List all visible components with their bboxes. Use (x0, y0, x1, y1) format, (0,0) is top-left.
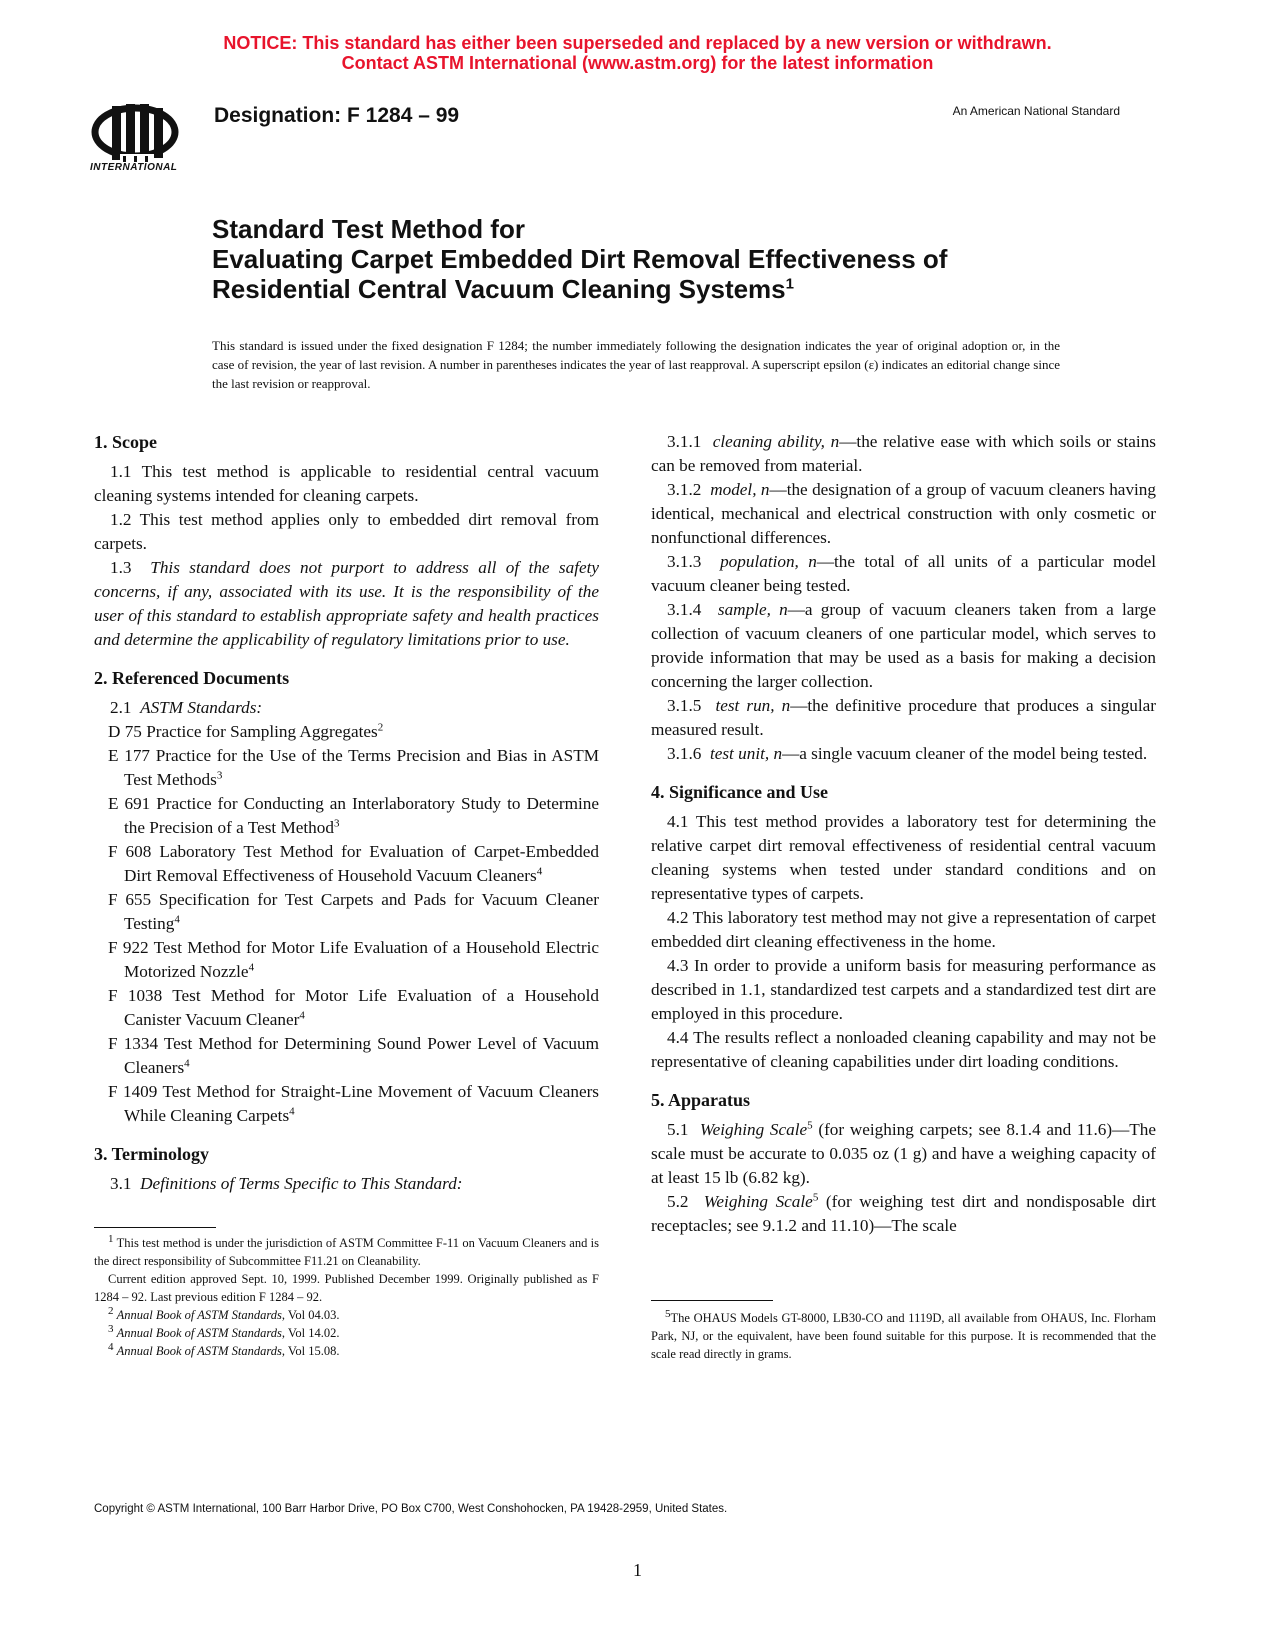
right-column (651, 430, 1156, 1238)
ref-fn: 3 (216, 769, 223, 782)
ref-f1409 (94, 1080, 599, 1128)
apparatus-5-2-text: (for weighing test dirt and nondisposable dirt receptacles; see 9.1.2 and 11.10)—The scale (651, 1192, 1157, 1235)
scope-1-1: 1.1 This test method is applicable to residential central vacuum cleaning systems intended for cleaning carpets. (94, 462, 599, 505)
footnote-3 (94, 1324, 599, 1342)
ref-fn: 3 (333, 817, 340, 830)
def-text: —the relative ease with which soils or stains can be removed from material. (651, 432, 1156, 475)
footnote-block (651, 1309, 1156, 1363)
apparatus-5-2 (651, 1190, 1156, 1238)
def-num: 3.1.2 (667, 480, 702, 499)
ref-text: E 177 Practice for the Use of the Terms Precision and Bias in ASTM Test Methods (108, 746, 599, 789)
footnote-5-text: The OHAUS Models GT-8000, LB30-CO and 1119D, all available from OHAUS, Inc. Florham Park, NJ, or the equivalent, have been found suitable for this purpose. It is recommended that the scale read directly in grams. (651, 1311, 1156, 1361)
ref-text: F 1409 Test Method for Straight-Line Movement of Vacuum Cleaners While Cleaning Carpets (108, 1082, 599, 1125)
footnote-4 (94, 1342, 599, 1360)
left-column (94, 430, 599, 1196)
ref-fn: 4 (184, 1057, 190, 1070)
footnote-rule (94, 1227, 216, 1228)
ref-d75 (94, 720, 599, 744)
ref-e691 (94, 792, 599, 840)
def-term: test unit, n (709, 744, 783, 763)
terminology-3-1-num: 3.1 (110, 1174, 132, 1193)
left-footnotes (94, 1227, 599, 1360)
apparatus-5-2-num: 5.2 (667, 1192, 689, 1211)
document-title (212, 214, 1112, 304)
footnote-1-mark: 1 (108, 1232, 114, 1245)
right-footnotes (651, 1300, 1156, 1363)
astm-logo (90, 100, 200, 180)
ref-fn: 4 (248, 961, 255, 974)
significance-heading: 4. Significance and Use (651, 782, 829, 802)
apparatus-5-1-fn: 5 (807, 1119, 813, 1132)
issued-note: This standard is issued under the fixed designation F 1284; the number immediately following the designation indicates the year of original adoption or, in the case of revision, the year of last revision. A number in parentheses indicates the year of last reapproval. A superscript epsilon (ε) indicates an editorial change since the last revision or reapproval. (212, 338, 1060, 391)
footnote-2 (94, 1306, 599, 1324)
ref-fn: 4 (289, 1105, 295, 1118)
terminology-3-1-text: Definitions of Terms Specific to This Standard: (140, 1174, 463, 1193)
ref-text: F 1038 Test Method for Motor Life Evaluation of a Household Canister Vacuum Cleaner (108, 986, 599, 1029)
def-term: model, n (710, 480, 770, 499)
apparatus-5-2-term: Weighing Scale (703, 1192, 813, 1211)
footnote-4-text: , Vol 15.08. (281, 1344, 340, 1358)
ref-f1334 (94, 1032, 599, 1080)
ref-f1038 (94, 984, 599, 1032)
ref-text: F 608 Laboratory Test Method for Evaluation of Carpet-Embedded Dirt Removal Effectiveness of Household Vacuum Cleaners (108, 842, 599, 885)
footnote-3-ital: Annual Book of ASTM Standards (116, 1326, 282, 1340)
ref-text: D 75 Practice for Sampling Aggregates (108, 722, 378, 741)
ref-fn: 4 (299, 1009, 305, 1022)
def-3-1-6 (651, 742, 1156, 766)
ref-f922 (94, 936, 599, 984)
def-3-1-2 (651, 478, 1156, 550)
footnote-2-ital: Annual Book of ASTM Standards (116, 1308, 282, 1322)
footnote-3-mark: 3 (108, 1322, 114, 1335)
withdrawal-notice (0, 33, 1275, 73)
footnote-5 (651, 1309, 1156, 1363)
significance-4-1: 4.1 This test method provides a laboratory test for determining the relative carpet dirt removal effectiveness of residential central vacuum cleaning systems when tested under standard conditions and on representative types of carpets. (651, 812, 1156, 903)
def-3-1-1 (651, 430, 1156, 478)
scope-1-2: 1.2 This test method applies only to embedded dirt removal from carpets. (94, 510, 599, 553)
def-num: 3.1.5 (667, 696, 702, 715)
def-text: —a group of vacuum cleaners taken from a large collection of vacuum cleaners of one particular model, which serves to provide information that may be used as a basis for making a decision concerning the larger collection. (651, 600, 1157, 691)
ref-e177 (94, 744, 599, 792)
def-term: cleaning ability, n (712, 432, 840, 451)
terminology-3-1 (94, 1172, 599, 1196)
def-num: 3.1.4 (667, 600, 702, 619)
def-term: population, n (720, 552, 817, 571)
significance-4-3: 4.3 In order to provide a uniform basis for measuring performance as described in 1.1, standardized test carpets and a standardized test dirt are employed in this procedure. (651, 956, 1156, 1023)
def-3-1-3 (651, 550, 1156, 598)
american-national-standard: An American National Standard (952, 104, 1120, 118)
footnote-1-text: This test method is under the jurisdiction of ASTM Committee F-11 on Vacuum Cleaners and is the direct responsibility of Subcommittee F11.21 on Cleanability. (94, 1236, 600, 1268)
footnote-1 (94, 1234, 599, 1270)
scope-heading: 1. Scope (94, 432, 157, 452)
significance-4-4: 4.4 The results reflect a nonloaded cleaning capability and may not be representative of cleaning capabilities under dirt loading conditions. (651, 1028, 1156, 1071)
significance-4-2: 4.2 This laboratory test method may not give a representation of carpet embedded dirt cleaning effectiveness in the home. (651, 908, 1156, 951)
logo-text: INTERNATIONAL (90, 162, 178, 173)
def-3-1-5 (651, 694, 1156, 742)
scope-1-3 (94, 556, 599, 652)
footnote-rule (651, 1300, 773, 1301)
scope-1-3-text: This standard does not purport to address all of the safety concerns, if any, associated with its use. It is the responsibility of the user of this standard to establish appropriate safety and health practices and determine the applicability of regulatory limitations prior to use. (94, 558, 600, 649)
ref-fn: 2 (377, 721, 384, 734)
apparatus-5-1-num: 5.1 (667, 1120, 689, 1139)
footnote-4-ital: Annual Book of ASTM Standards (116, 1344, 282, 1358)
footnote-5-mark: 5 (665, 1307, 671, 1320)
footnote-4-mark: 4 (108, 1340, 114, 1353)
def-3-1-4 (651, 598, 1156, 694)
footnote-2-mark: 2 (108, 1304, 114, 1317)
def-text: —a single vacuum cleaner of the model being tested. (782, 744, 1148, 763)
title-line-3 (212, 274, 1112, 304)
astm-standards-sub (94, 696, 599, 720)
notice-line-2: Contact ASTM International (www.astm.org) for the latest information (341, 53, 934, 73)
title-line-2: Evaluating Carpet Embedded Dirt Removal Effectiveness of (212, 244, 948, 274)
designation: Designation: F 1284 – 99 (214, 104, 460, 127)
notice-line-1: NOTICE: This standard has either been superseded and replaced by a new version or withdrawn. (223, 33, 1052, 53)
copyright: Copyright © ASTM International, 100 Barr Harbor Drive, PO Box C700, West Conshohocken, PA 19428-2959, United States. (94, 1503, 728, 1515)
def-text: —the definitive procedure that produces a singular measured result. (651, 696, 1157, 739)
ref-f608 (94, 840, 599, 888)
ref-text: E 691 Practice for Conducting an Interlaboratory Study to Determine the Precision of a Test Method (108, 794, 599, 837)
ref-text: F 922 Test Method for Motor Life Evaluation of a Household Electric Motorized Nozzle (108, 938, 599, 981)
def-num: 3.1.1 (667, 432, 702, 451)
title-line-3-text: Residential Central Vacuum Cleaning Systems (212, 274, 786, 304)
referenced-heading: 2. Referenced Documents (94, 668, 290, 688)
def-num: 3.1.6 (667, 744, 702, 763)
title-line-1: Standard Test Method for (212, 214, 525, 244)
apparatus-5-2-fn: 5 (812, 1191, 819, 1204)
terminology-heading: 3. Terminology (94, 1144, 210, 1164)
def-text: —the total of all units of a particular model vacuum cleaner being tested. (651, 552, 1157, 595)
page-number: 1 (633, 1560, 642, 1580)
astm-standards-num: 2.1 (110, 698, 132, 717)
apparatus-5-1-term: Weighing Scale (699, 1120, 808, 1139)
scope-1-3-num: 1.3 (110, 558, 132, 577)
ref-text: F 1334 Test Method for Determining Sound Power Level of Vacuum Cleaners (108, 1034, 599, 1077)
ref-fn: 4 (174, 913, 180, 926)
footnote-block (94, 1234, 599, 1360)
ref-text: F 655 Specification for Test Carpets and Pads for Vacuum Cleaner Testing (108, 890, 599, 933)
ref-fn: 4 (536, 865, 543, 878)
def-num: 3.1.3 (667, 552, 702, 571)
def-text: —the designation of a group of vacuum cleaners having identical, mechanical and electrical construction with only cosmetic or nonfunctional differences. (651, 480, 1156, 547)
def-term: sample, n (717, 600, 788, 619)
footnote-3-text: , Vol 14.02. (281, 1326, 340, 1340)
title-footnote-mark: 1 (785, 275, 794, 293)
footnote-1b: Current edition approved Sept. 10, 1999. Published December 1999. Originally published as F 1284 – 92. Last previous edition F 1284 – 92. (94, 1272, 599, 1304)
astm-standards-label: ASTM Standards: (140, 698, 263, 717)
ref-f655 (94, 888, 599, 936)
apparatus-heading: 5. Apparatus (651, 1090, 751, 1110)
apparatus-5-1 (651, 1118, 1156, 1190)
apparatus-5-1-text: (for weighing carpets; see 8.1.4 and 11.6)—The scale must be accurate to 0.035 oz (1 g) and have a weighing capacity of at least 15 lb (6.82 kg). (651, 1120, 1156, 1187)
def-term: test run, n (715, 696, 791, 715)
footnote-2-text: , Vol 04.03. (281, 1308, 340, 1322)
